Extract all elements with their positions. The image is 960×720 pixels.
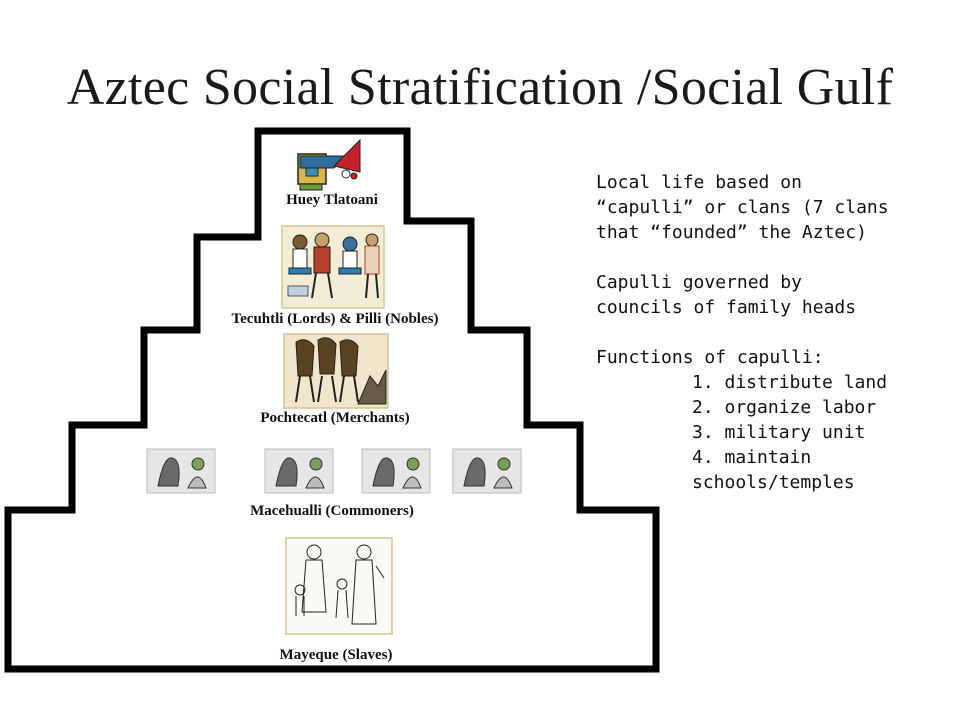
capulli-notes: [596, 170, 946, 495]
function-item: 3. military unit: [692, 422, 866, 443]
tier-label-nobles: Tecuhtli (Lords) & Pilli (Nobles): [231, 311, 439, 327]
tier-label-slaves: Mayeque (Slaves): [279, 647, 393, 663]
notes-line: Capulli governed by: [596, 272, 802, 293]
tier-label-merchants: Pochtecatl (Merchants): [260, 410, 410, 426]
notes-line: that “founded” the Aztec): [596, 222, 867, 243]
huey-tlatoani-glyph: [298, 140, 360, 190]
tier-label-commoners: Macehualli (Commoners): [250, 503, 414, 519]
commoner-image-3: [362, 449, 430, 493]
nobles-codex-image: [282, 226, 384, 308]
notes-line: Local life based on: [596, 172, 802, 193]
function-item-tail: schools/temples: [692, 472, 855, 493]
slide-title: Aztec Social Stratification /Social Gulf: [66, 59, 894, 116]
function-item: 2. organize labor: [692, 397, 877, 418]
notes-line: “capulli” or clans (7 clans: [596, 197, 889, 218]
merchants-codex-image: [284, 334, 388, 408]
commoner-image-4: [453, 449, 521, 493]
commoner-image-2: [265, 449, 333, 493]
slaves-codex-image: [286, 538, 392, 634]
commoner-image-1: [147, 449, 215, 493]
function-item: 4. maintain: [692, 447, 812, 468]
functions-heading: Functions of capulli:: [596, 347, 824, 368]
tier-label-huey-tlatoani: Huey Tlatoani: [286, 192, 378, 208]
function-item: 1. distribute land: [692, 372, 888, 393]
notes-line: councils of family heads: [596, 297, 857, 318]
